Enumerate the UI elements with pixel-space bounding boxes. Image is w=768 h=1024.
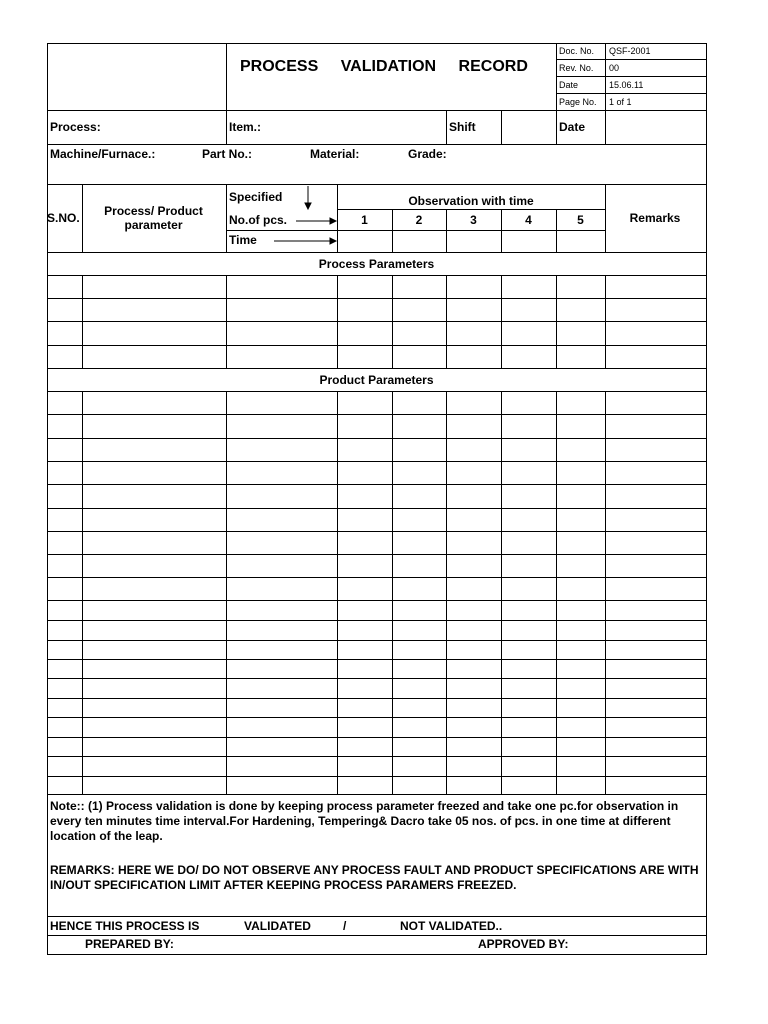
rule-line [501,531,502,554]
rule-line [82,554,83,577]
rule-line [605,298,606,321]
rule-line [392,391,393,414]
rule-line [47,461,706,462]
rule-line [446,391,447,414]
rule-line [392,438,393,461]
rule-line [556,620,557,640]
rule-line [82,756,83,776]
rule-line [82,678,83,698]
rule-line [47,508,706,509]
rule-line [47,484,706,485]
rule-line [605,531,606,554]
hence-label: HENCE THIS PROCESS IS [50,919,200,933]
rule-line [337,776,338,794]
rule-line [446,345,447,368]
rule-line [337,461,338,484]
rule-line [47,916,706,917]
rule-line [47,600,706,601]
rule-line [337,756,338,776]
rule-line [337,577,338,600]
rule-line [446,698,447,717]
rule-line [47,321,706,322]
doc-no-value: QSF-2001 [609,46,651,56]
rule-line [501,600,502,620]
rule-line [82,640,83,659]
rule-line [337,438,338,461]
rule-line [392,298,393,321]
rule-line [337,508,338,531]
rule-line [605,461,606,484]
rule-line [226,717,227,737]
rule-line [337,698,338,717]
rule-line [556,737,557,756]
specified-label: Specified [229,190,283,204]
rule-line [47,414,706,415]
rule-line [337,275,338,298]
rule-line [226,438,227,461]
rule-line [446,756,447,776]
obs-col-4: 4 [525,213,532,227]
rule-line [392,756,393,776]
rule-line [556,717,557,737]
rule-line [501,345,502,368]
rule-line [226,554,227,577]
rule-line [337,414,338,438]
rule-line [501,659,502,678]
rule-line [226,414,227,438]
rule-line [47,252,706,253]
rule-line [47,935,706,936]
rule-line [47,110,706,111]
rule-line [446,640,447,659]
rule-line [47,144,706,145]
rule-line [82,620,83,640]
sno-header: S.NO. [47,211,80,225]
rule-line [446,737,447,756]
rule-line [501,391,502,414]
rule-line [446,776,447,794]
rule-line [605,321,606,345]
rule-line [82,321,83,345]
rule-line [337,737,338,756]
rule-line [392,484,393,508]
rule-line [556,484,557,508]
rule-line [392,508,393,531]
rule-line [226,600,227,620]
rule-line [446,298,447,321]
rule-line [556,298,557,321]
rule-line [392,531,393,554]
rule-line [446,678,447,698]
rule-line [82,438,83,461]
rule-line [556,76,706,77]
rule-line [556,321,557,345]
rule-line [226,531,227,554]
rule-line [82,461,83,484]
shift-label: Shift [449,120,476,134]
rule-line [605,345,606,368]
doc-no-label: Doc. No. [559,46,595,56]
rule-line [82,298,83,321]
rule-line [501,321,502,345]
rule-line [337,659,338,678]
obs-col-1: 1 [361,213,368,227]
remarks-text: REMARKS: HERE WE DO/ DO NOT OBSERVE ANY PROCESS FAULT AND PRODUCT SPECIFICATIONS ARE WITH IN/OUT SPECIFICATION LIMIT AFTER KEEPING PROCESS PARAMERS FREEZED. [50,863,699,892]
rule-line [501,640,502,659]
rule-line [556,531,557,554]
rule-line [501,756,502,776]
rule-line [556,414,557,438]
rule-line [82,600,83,620]
rule-line [337,678,338,698]
not-validated-option: NOT VALIDATED.. [400,919,503,933]
rule-line [226,461,227,484]
rule-line [605,110,606,144]
parameter-header-line2: parameter [124,218,183,232]
rule-line [47,659,706,660]
rule-line [392,678,393,698]
rule-line [337,391,338,414]
rule-line [605,484,606,508]
rule-line [226,756,227,776]
rule-line [47,298,706,299]
item-label: Item.: [229,120,262,134]
rule-line [605,756,606,776]
page-no-label: Page No. [559,97,597,107]
rule-line [337,620,338,640]
rule-line [226,110,227,144]
process-label: Process: [50,120,101,134]
rule-line [226,43,227,110]
rule-line [556,345,557,368]
rule-line [556,756,557,776]
rule-line [47,43,707,44]
rule-line [226,776,227,794]
obs-col-3: 3 [470,213,477,227]
rule-line [556,275,557,298]
rule-line [226,321,227,345]
arrow-icons [226,184,338,252]
rule-line [556,600,557,620]
rule-line [501,698,502,717]
prepared-by-label: PREPARED BY: [85,937,174,951]
rule-line [226,298,227,321]
page-title: PROCESS VALIDATION RECORD [240,58,528,75]
rule-line [501,678,502,698]
rule-line [501,554,502,577]
rule-line [605,438,606,461]
rule-line [501,620,502,640]
rule-line [337,717,338,737]
rule-line [226,698,227,717]
rule-line [605,678,606,698]
rule-line [337,209,605,210]
rule-line [501,275,502,298]
rule-line [226,345,227,368]
slash-separator: / [343,919,347,933]
rule-line [556,698,557,717]
rule-line [392,321,393,345]
rule-line [605,659,606,678]
rule-line [47,620,706,621]
rule-line [501,414,502,438]
rule-line [556,577,557,600]
rule-line [392,345,393,368]
date-label: Date [559,80,579,90]
rule-line [47,954,707,955]
rule-line [605,776,606,794]
rule-line [82,659,83,678]
rule-line [392,659,393,678]
rule-line [392,461,393,484]
rule-line [605,577,606,600]
rule-line [392,600,393,620]
rule-line [337,554,338,577]
rule-line [392,717,393,737]
rule-line [446,620,447,640]
rule-line [337,345,338,368]
rule-line [47,794,706,795]
rule-line [501,577,502,600]
rule-line [47,717,706,718]
rule-line [446,414,447,438]
rule-line [556,640,557,659]
rule-line [82,414,83,438]
rule-line [47,554,706,555]
rule-line [47,184,706,185]
rule-line [446,717,447,737]
rule-line [392,640,393,659]
part-no-label: Part No.: [202,147,253,161]
rule-line [337,484,338,508]
rule-line [82,531,83,554]
rule-line [501,508,502,531]
rule-line [226,275,227,298]
rule-line [556,59,706,60]
observation-header: Observation with time [408,194,534,208]
rule-line [337,600,338,620]
rule-line [47,756,706,757]
rule-line [226,737,227,756]
rule-line [501,438,502,461]
machine-label: Machine/Furnace.: [50,147,156,161]
rule-line [47,531,706,532]
rule-line [556,391,557,414]
remarks-header: Remarks [629,211,681,225]
rule-line [446,508,447,531]
rule-line [47,737,706,738]
rule-line [501,461,502,484]
rule-line [392,620,393,640]
rule-line [556,554,557,577]
rule-line [337,640,338,659]
rule-line [47,345,706,346]
rule-line [446,577,447,600]
rule-line [82,508,83,531]
rule-line [556,438,557,461]
rule-line [337,531,338,554]
rule-line [501,717,502,737]
rule-line [446,554,447,577]
rule-line [226,577,227,600]
rule-line [82,484,83,508]
rule-line [501,110,502,144]
rule-line [501,484,502,508]
date-value: 15.06.11 [609,80,644,90]
rule-line [392,414,393,438]
rule-line [446,275,447,298]
rule-line [446,659,447,678]
rule-line [446,600,447,620]
rule-line [605,508,606,531]
rule-line [392,698,393,717]
rule-line [605,600,606,620]
material-label: Material: [310,147,360,161]
rule-line [392,776,393,794]
no-of-pcs-label: No.of pcs. [229,213,288,227]
rule-line [226,659,227,678]
rule-line [605,414,606,438]
parameter-header-line1: Process/ Product [104,204,203,218]
rule-line [446,461,447,484]
rule-line [446,438,447,461]
rule-line [392,577,393,600]
rule-line [47,43,48,955]
rule-line [47,678,706,679]
grade-label: Grade: [408,147,447,161]
rule-line [226,678,227,698]
rule-line [556,659,557,678]
rule-line [47,698,706,699]
rule-line [82,577,83,600]
rule-line [226,640,227,659]
rev-no-label: Rev. No. [559,63,594,73]
rule-line [392,554,393,577]
rule-line [605,737,606,756]
note-text: Note:: (1) Process validation is done by keeping process parameter freezed and take one pc.for observation in every ten minutes time interval.For Hardening, Tempering& Dacro take 05 nos. of pcs. in one time at different location of the leap. [50,799,679,843]
page-no-value: 1 of 1 [609,97,632,107]
rule-line [82,391,83,414]
rev-no-value: 00 [609,63,620,73]
rule-line [47,438,706,439]
rule-line [82,776,83,794]
rule-line [337,321,338,345]
rule-line [556,461,557,484]
rule-line [82,737,83,756]
rule-line [556,776,557,794]
rule-line [501,298,502,321]
rule-line [556,678,557,698]
rule-line [226,508,227,531]
approved-by-label: APPROVED BY: [478,937,569,951]
rule-line [82,275,83,298]
rule-line [605,554,606,577]
rule-line [501,776,502,794]
date-field-label: Date [559,120,586,134]
rule-line [47,368,706,369]
rule-line [47,275,706,276]
rule-line [605,640,606,659]
rule-line [226,391,227,414]
rule-line [605,620,606,640]
obs-col-2: 2 [415,213,423,227]
rule-line [446,110,447,144]
rule-line [556,93,706,94]
validated-option: VALIDATED [244,919,311,933]
rule-line [392,737,393,756]
obs-col-5: 5 [577,213,584,227]
rule-line [605,698,606,717]
rule-line [501,737,502,756]
rule-line [337,298,338,321]
rule-line [446,484,447,508]
rule-line [556,110,557,144]
rule-line [47,640,706,641]
rule-line [47,577,706,578]
process-parameters-heading: Process Parameters [318,257,435,271]
rule-line [226,620,227,640]
rule-line [605,717,606,737]
rule-line [556,508,557,531]
rule-line [446,531,447,554]
rule-line [47,776,706,777]
rule-line [605,275,606,298]
time-label: Time [229,233,257,247]
product-parameters-heading: Product Parameters [319,373,434,387]
rule-line [47,391,706,392]
rule-line [82,698,83,717]
rule-line [605,391,606,414]
rule-line [82,345,83,368]
rule-line [446,321,447,345]
rule-line [226,484,227,508]
rule-line [82,717,83,737]
rule-line [392,275,393,298]
